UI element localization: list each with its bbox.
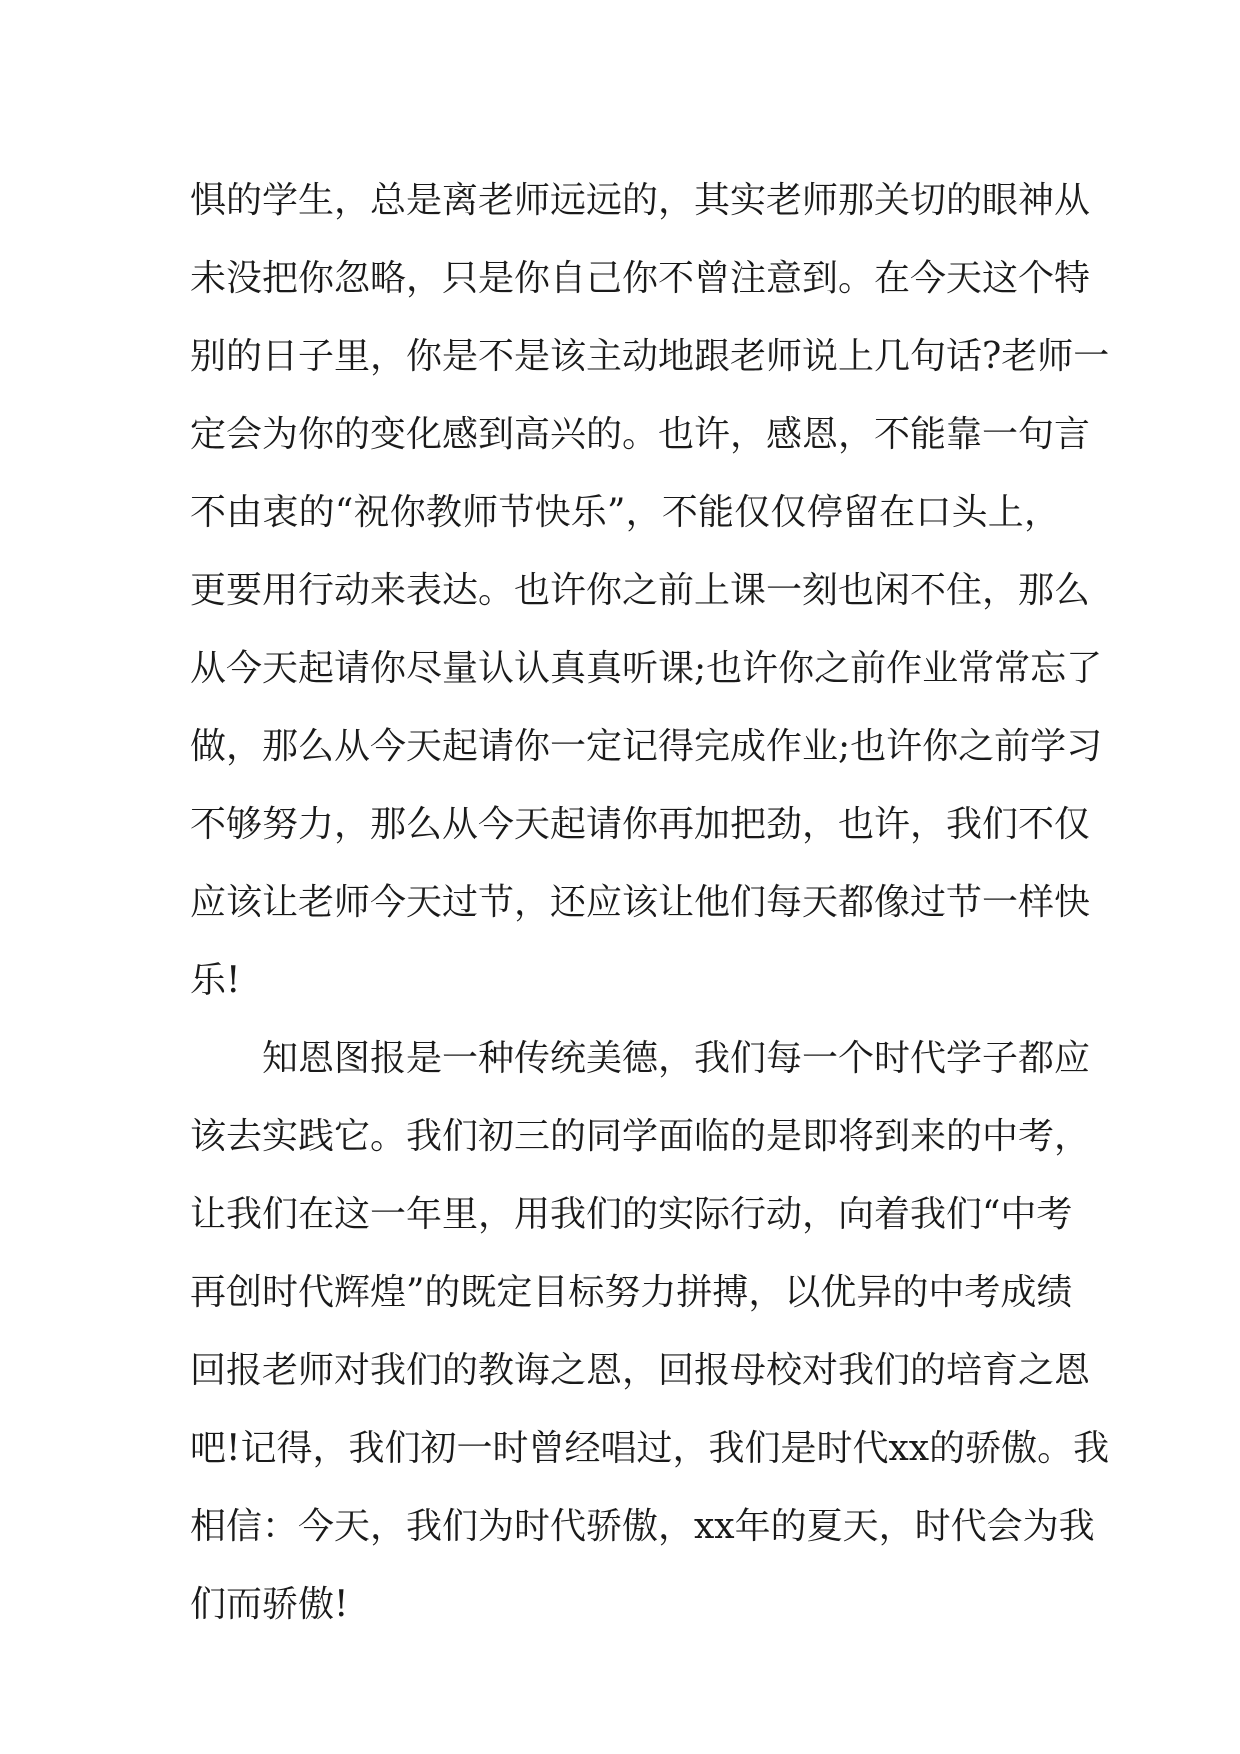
- text-line: 让我们在这一年里，用我们的实际行动，向着我们“中考: [190, 1194, 1073, 1235]
- text-line: 未没把你忽略，只是你自己你不曾注意到。在今天这个特: [190, 258, 1091, 299]
- text-line: 做，那么从今天起请你一定记得完成作业;也许你之前学习: [190, 726, 1103, 767]
- text-line: 别的日子里，你是不是该主动地跟老师说上几句话?老师一: [190, 336, 1110, 377]
- paragraph: [190, 1020, 1110, 1644]
- text-line: 相信：今天，我们为时代骄傲，xx年的夏天，时代会为我: [190, 1506, 1095, 1547]
- paragraph: [190, 162, 1110, 1020]
- text-line: 应该让老师今天过节，还应该让他们每天都像过节一样快: [190, 882, 1091, 923]
- text-line: 从今天起请你尽量认认真真听课;也许你之前作业常常忘了: [190, 648, 1103, 689]
- text-line: 吧!记得，我们初一时曾经唱过，我们是时代xx的骄傲。我: [190, 1428, 1110, 1469]
- text-line: 回报老师对我们的教诲之恩，回报母校对我们的培育之恩: [190, 1350, 1091, 1391]
- text-line: 惧的学生，总是离老师远远的，其实老师那关切的眼神从: [190, 180, 1091, 221]
- text-line: 定会为你的变化感到高兴的。也许，感恩，不能靠一句言: [190, 414, 1091, 455]
- text-line: 该去实践它。我们初三的同学面临的是即将到来的中考，: [190, 1116, 1091, 1157]
- text-line: 们而骄傲!: [190, 1584, 349, 1625]
- text-line: 知恩图报是一种传统美德，我们每一个时代学子都应: [262, 1038, 1091, 1079]
- text-line: 更要用行动来表达。也许你之前上课一刻也闲不住，那么: [190, 570, 1091, 611]
- text-line: 乐!: [190, 960, 241, 1001]
- text-line: 再创时代辉煌”的既定目标努力拼搏，以优异的中考成绩: [190, 1272, 1073, 1313]
- document-body: [190, 162, 1110, 1644]
- text-line: 不由衷的“祝你教师节快乐”，不能仅仅停留在口头上，: [190, 492, 1060, 533]
- text-line: 不够努力，那么从今天起请你再加把劲，也许，我们不仅: [190, 804, 1091, 845]
